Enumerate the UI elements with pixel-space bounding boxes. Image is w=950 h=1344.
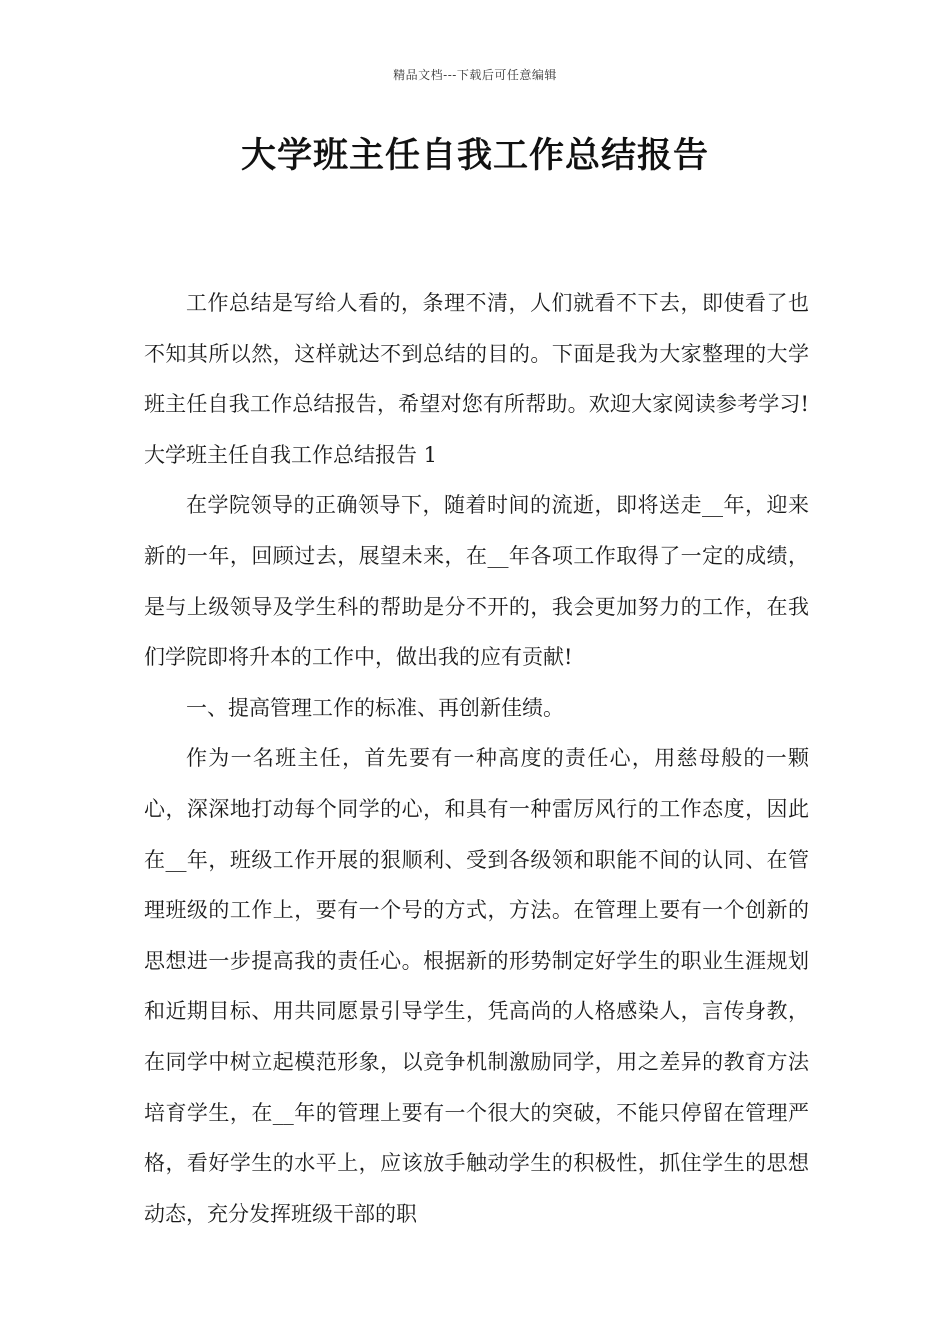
- paragraph-review: 在学院领导的正确领导下，随着时间的流逝，即将送走__年，迎来新的一年，回顾过去，展望未来，在__年各项工作取得了一定的成绩，是与上级领导及学生科的帮助是分不开的，我会更加努力的工作，在我们学院即将升本的工作中，做出我的应有贡献!: [144, 493, 809, 670]
- paragraph-management: 作为一名班主任，首先要有一种高度的责任心，用慈母般的一颗心，深深地打动每个同学的心，和具有一种雷厉风行的工作态度，因此在__年，班级工作开展的狠顺利、受到各级领和职能不间的认同、在管理班级的工作上，要有一个号的方式，方法。在管理上要有一个创新的思想进一步提高我的责任心。根据新的形势制定好学生的职业生涯规划和近期目标、用共同愿景引导学生，凭高尚的人格感染人，言传身教，在同学中树立起模范形象，以竞争机制激励同学，用之差异的教育方法培育学生，在__年的管理上要有一个很大的突破，不能只停留在管理严格，看好学生的水平上，应该放手触动学生的积极性，抓住学生的思想动态，充分发挥班级干部的职: [144, 746, 809, 1226]
- paragraph-intro: 工作总结是写给人看的，条理不清，人们就看不下去，即使看了也不知其所以然，这样就达不到总结的目的。下面是我为大家整理的大学班主任自我工作总结报告，希望对您有所帮助。欢迎大家阅读参考学习!大学班主任自我工作总结报告 1: [144, 291, 809, 467]
- section-heading-1: 一、提高管理工作的标准、再创新佳绩。: [186, 695, 564, 720]
- document-title: 大学班主任自我工作总结报告: [240, 136, 709, 176]
- header-note: 精品文档---下载后可任意编辑: [393, 68, 557, 82]
- document-body: [144, 278, 809, 1239]
